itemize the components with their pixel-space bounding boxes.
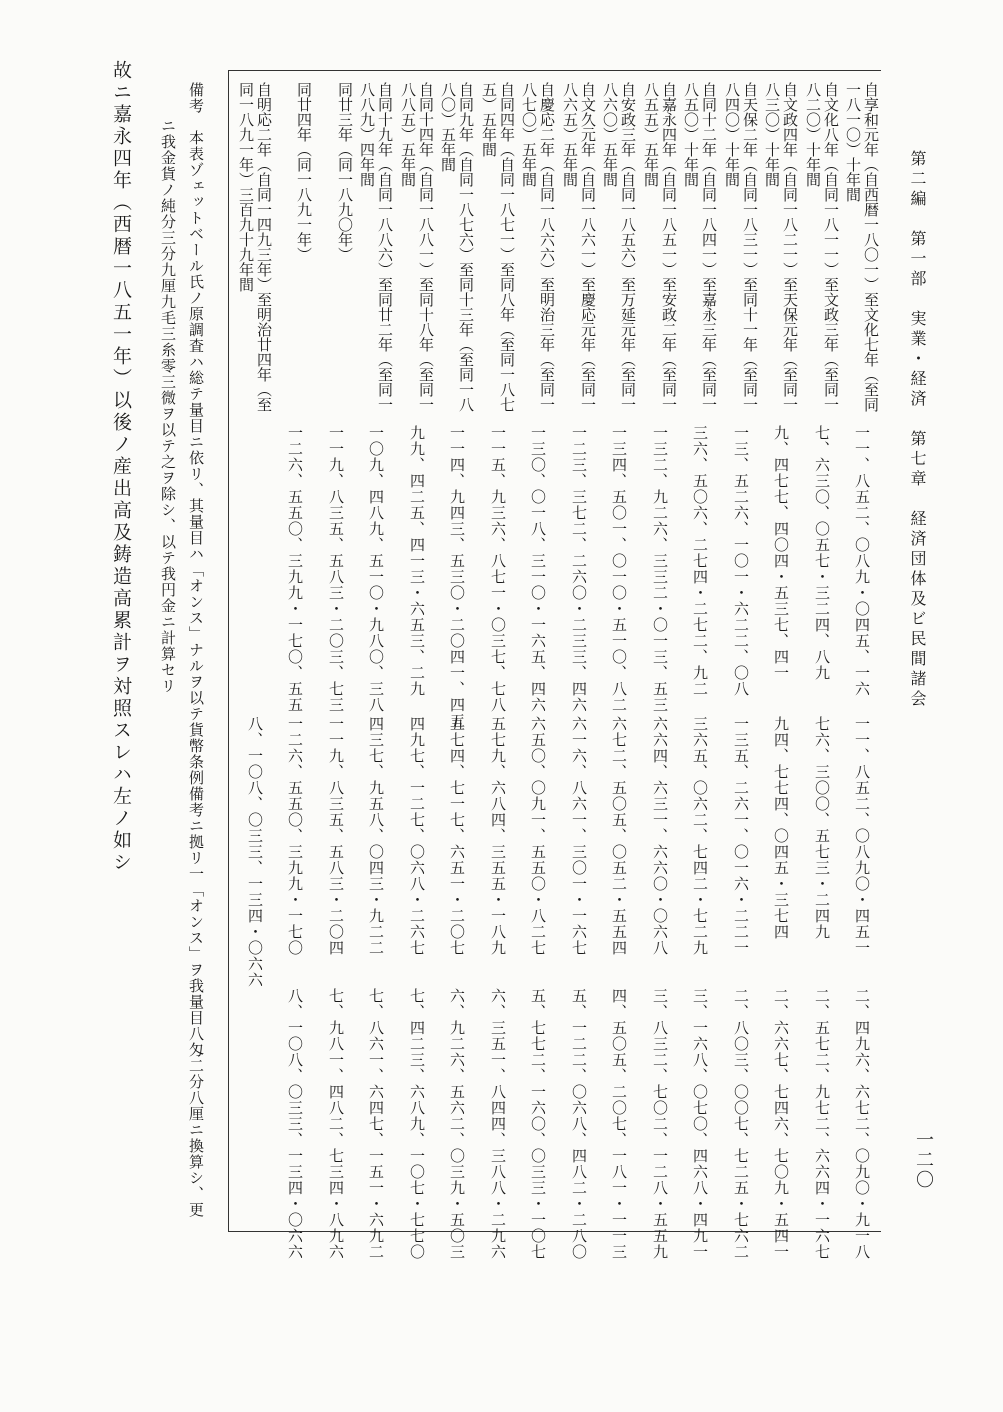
row-value-c: 二、八〇三、〇〇七、七二五・七六二 <box>732 988 750 1260</box>
footer-sentence: 故ニ嘉永四年（西暦一八五一年）以後ノ産出高及鋳造高累計ヲ対照スレハ左ノ如シ <box>110 60 132 874</box>
row-period: 自文政四年（自同一八二一）至天保元年（至同一八三〇）十年間 <box>763 82 799 412</box>
row-value-b: 六七二、五〇五、〇五二・五五四 <box>610 716 628 956</box>
row-value-c: 七、九八一、四八二、七三四・八九六 <box>327 988 345 1260</box>
row-value-b: 一三五、二六一、〇一六・二二一 <box>732 716 750 956</box>
row-value-a: 一一五、九三六、八七一・〇三七、七八 <box>489 425 507 713</box>
row-value-b: 一一九、八三五、五八三・二〇四 <box>327 716 345 956</box>
row-period: 自享和元年（自西暦一八〇一）至文化七年（至同一八一〇）十年間 <box>844 82 880 412</box>
row-period: 自同十四年（自同一八八一）至同十八年（至同一八八五）五年間 <box>399 82 435 412</box>
row-value-b: 五七九、六八四、三五五・一八九 <box>489 716 507 956</box>
row-value-b: 九四、七七四、〇四五・三七四 <box>772 716 790 940</box>
row-period: 同廿三年（同一八九〇年） <box>336 82 354 262</box>
row-value-b: 五七四、七一七、六五一・二〇七 <box>448 716 466 956</box>
row-value-c: 四、五〇五、二〇七、一八一・一一三 <box>610 988 628 1260</box>
row-value-a: 一三二、九二六、三三二・〇一三、五三 <box>651 425 669 713</box>
row-value-b: 六五〇、〇九一、五五〇・八二七 <box>529 716 547 956</box>
row-period: 自文久元年（自同一八六一）至慶応元年（至同一八六五）五年間 <box>561 82 597 412</box>
row-value-b: 七六、三〇〇、五七三・二四九 <box>813 716 831 940</box>
row-value-b: 六六四、六三一、六六〇・〇六八 <box>651 716 669 956</box>
row-period: 自慶応二年（自同一八六六）至明治三年（至同一八七〇）五年間 <box>520 82 556 412</box>
row-value-c: 三、一六八、〇七〇、四六八・四九一 <box>691 988 709 1260</box>
row-value-c: 七、四二三、六八九、一〇七・七七〇 <box>408 988 426 1260</box>
row-value-a: 一〇九、四八九、五一〇・九八〇、三八 <box>367 425 385 713</box>
row-period: 自文化八年（自同一八一一）至文政三年（至同一八二〇）十年間 <box>804 82 840 412</box>
row-value-c: 三、八三二、七〇二、一二八・五五九 <box>651 988 669 1260</box>
note-line-2: ニ我金貨ノ純分三分九厘九毛三糸零三微ヲ以テ之ヲ除シ、以テ我円金ニ計算セリ <box>159 118 177 694</box>
row-period: 同廿四年（同一八九一年） <box>295 82 313 262</box>
row-value-c: 七、八六一、六四七、一五一・六九二 <box>367 988 385 1260</box>
row-value-a: 一一、八五二、〇八九・〇四五、一六 <box>853 425 871 697</box>
row-value-a: 一二三、三七二、二六〇・二三三、四六 <box>570 425 588 713</box>
row-value-b: 一一、八五二、〇八九〇・四五一 <box>853 716 871 956</box>
row-value-c: 二、四九六、六七二、〇九〇・九一八 <box>853 988 871 1260</box>
row-value-c: 五、一二二、〇六八、四八二・二八〇 <box>570 988 588 1260</box>
row-value-b: 六一六、八六一、三〇一・一六七 <box>570 716 588 956</box>
row-value-c: 五、七七二、一六〇、〇三三・一〇七 <box>529 988 547 1260</box>
row-period: 自同四年（自同一八七一）至同八年（至同一八七五）五年間 <box>480 82 516 412</box>
running-head: 第二編 第一部 実業・経済 第七章 経済団体及ビ民間諸会 <box>908 150 927 710</box>
row-value-a: 一一九、八三五、五八三・二〇三、七三 <box>327 425 345 713</box>
row-period: 自嘉永四年（自同一八五一）至安政二年（至同一八五五）五年間 <box>642 82 678 412</box>
row-value-c: 二、五七二、九七二、六六四・一六七 <box>813 988 831 1260</box>
row-value-c: 八、一〇八、〇三三、一三四・〇六六 <box>286 988 304 1260</box>
note-line-1: 備考 本表ゾェットベール氏ノ原調査ハ総テ量目ニ依リ、其量目ハ「オンス」ナルヲ以テ貨幣条例備考ニ拠リ一「オンス」ヲ我量目八匁二分八厘ニ換算シ、更 <box>187 82 205 1218</box>
row-value-b: 四三七、九五八、〇四三・九二二 <box>367 716 385 956</box>
row-period: 自天保二年（自同一八三一）至同十一年（至同一八四〇）十年間 <box>723 82 759 412</box>
row-value-b: 三六五、〇六二、七四二・七二九 <box>691 716 709 956</box>
row-value-a: 一三、五二六、一〇一・六二二、〇八 <box>732 425 750 697</box>
row-value-a: 三六、五〇六、二七四・二七二、九二 <box>691 425 709 697</box>
row-period: 自安政三年（自同一八五六）至万延元年（至同一八六〇）五年間 <box>601 82 637 412</box>
row-value-b: 一二六、五五〇、三九九・一七〇 <box>286 716 304 956</box>
row-period: 自同九年（自同一八七六）至同十三年（至同一八八〇）五年間 <box>439 82 475 412</box>
row-value-a: 一三四、五〇一、〇一〇・五一〇、八二 <box>610 425 628 713</box>
row-period: 自明応二年（自同一四九三年）至明治廿四年（至同一八九一年）三百九十九年間 <box>237 82 273 412</box>
row-value-a: 一一四、九四三、五三〇・二〇四一、四五 <box>448 425 466 729</box>
row-value-c: 六、九二六、五六二、〇三九・五〇三 <box>448 988 466 1260</box>
row-period: 自同十二年（自同一八四一）至嘉永三年（至同一八五〇）十年間 <box>682 82 718 412</box>
row-value-c: 二、六六七、七四六、七〇九・五四一 <box>772 988 790 1260</box>
row-value-a: 一三〇、〇一八、三一〇・一六五、四六 <box>529 425 547 713</box>
row-value-a: 七、六三〇、〇五七・三二四、八九 <box>813 425 831 681</box>
row-value-a: 九九、四二五、四一三・六五三、二九 <box>408 425 426 697</box>
row-period: 自同十九年（自同一八八六）至同廿二年（至同一八八九）四年間 <box>358 82 394 412</box>
page-number: 一二〇 <box>913 1130 934 1190</box>
row-value-c: 六、三五一、八四四、三八八・二九六 <box>489 988 507 1260</box>
row-value-a: 九、四七七、四〇四・五三七、四一 <box>772 425 790 681</box>
row-value-a: 一二六、五五〇、三九九・一七〇、五五 <box>286 425 304 713</box>
row-value-b: 四九七、一二七、〇六八・二六七 <box>408 716 426 956</box>
row-value-b: 八、一〇八、〇三三、一三四・〇六六 <box>246 716 264 988</box>
